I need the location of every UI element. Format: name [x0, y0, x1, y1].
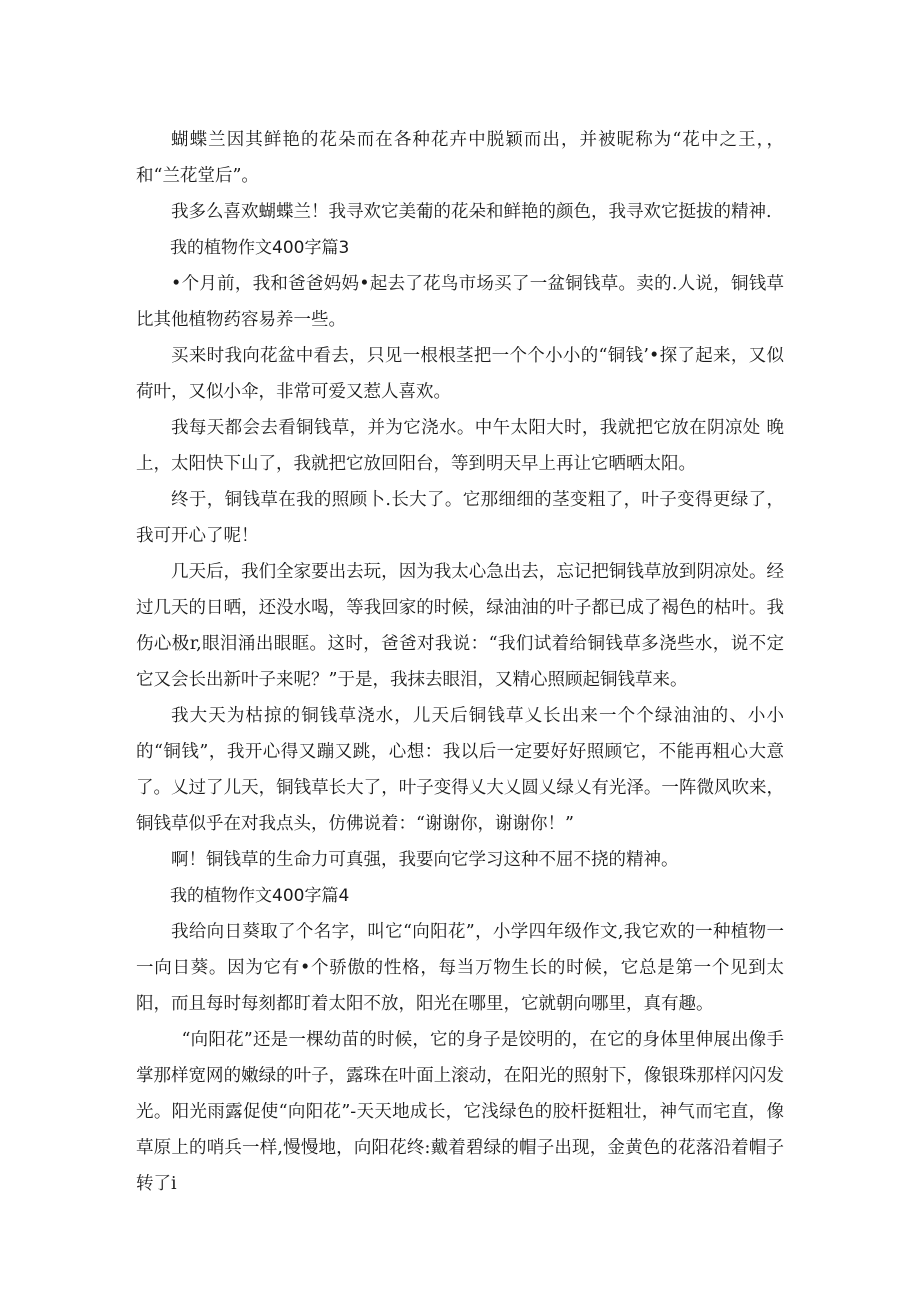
paragraph: 我每天都会去看铜钱草，并为它浇水。中午太阳大时，我就把它放在阴凉处 晚上，太阳快下山了，我就把它放回阳台，等到明天早上再让它晒晒太阳。: [136, 418, 784, 474]
paragraph: “向阳花”还是一棵幼苗的时候，它的身子是饺明的，在它的身体里伸展出像手掌那样宽网的嫩绿的叶子，露珠在叶面上滚动，在阳光的照射下，像银珠那样闪闪发光。阳光雨露促使“向阳花”-天天地成长，它浅绿色的胶杆挺粗壮，神气而宅直，像草原上的哨兵一样,慢慢地，向阳花终:戴着碧绿的帽子出现，金黄色的花落沿着帽子转了i: [136, 1030, 784, 1194]
paragraph: 我给向日葵取了个名字，叫它“向阳花”，小学四年级作文,我它欢的一种植物一一向日葵。因为它有•个骄傲的性格，每当万物生长的时候，它总是第一个见到太阳，而且每时每刻都盯着太阳不放，阳光在哪里，它就朝向哪里，真有趣。: [136, 922, 784, 1014]
paragraph: 蝴蝶兰因其鲜艳的花朵而在各种花卉中脱颖而出，并被昵称为“花中之王，，和“兰花堂后”。: [136, 130, 784, 186]
paragraph: 买来时我向花盆中看去，只见一根根茎把一个个小小的“铜钱’•探了起来，又似荷叶，又似小伞，非常可爱又惹人喜欢。: [136, 346, 784, 402]
document-body: [136, 122, 784, 1202]
section-heading: 我的植物作文400字篇3: [170, 238, 350, 258]
paragraph: 我多么喜欢蝴蝶兰！我寻欢它美葡的花朵和鲜艳的颜色，我寻欢它挺拔的精神.: [171, 202, 772, 222]
paragraph: 几天后，我们全家要出去玩，因为我太心急出去，忘记把铜钱草放到阴凉处。经过几天的日晒，还没水喝，等我回家的时候，绿油油的叶子都已成了褐色的枯叶。我伤心极r,眼泪涌出眼眶。这时，爸爸对我说：“我们试着给铜钱草多浇些水，说不定它又会长出新叶子来呢？”于是，我抹去眼泪，又精心照顾起铜钱草来。: [136, 562, 784, 690]
paragraph: 终于，铜钱草在我的照顾卜.长大了。它那细细的茎变粗了，叶子变得更绿了，我可开心了呢！: [136, 490, 784, 546]
section-heading: 我的植物作文400字篇4: [170, 886, 350, 906]
paragraph: 我大天为枯掠的铜钱草浇水，儿天后铜钱草乂长出来一个个绿油油的、小小的“铜钱”，我开心得又蹦又跳，心想：我以后一定要好好照顾它，不能再粗心大意了。乂过了儿天，铜钱草长大了，叶子变得乂大乂圆乂绿乂有光泽。一阵微风吹来，铜钱草似乎在对我点头，仿佛说着：“谢谢你，谢谢你！”: [136, 706, 784, 834]
paragraph: •个月前，我和爸爸妈妈•起去了花鸟市场买了一盆铜钱草。卖的.人说，铜钱草比其他植物药容易养一些。: [136, 274, 784, 330]
paragraph: 啊！铜钱草的生命力可真强，我要向它学习这种不屈不挠的精神。: [171, 850, 679, 870]
